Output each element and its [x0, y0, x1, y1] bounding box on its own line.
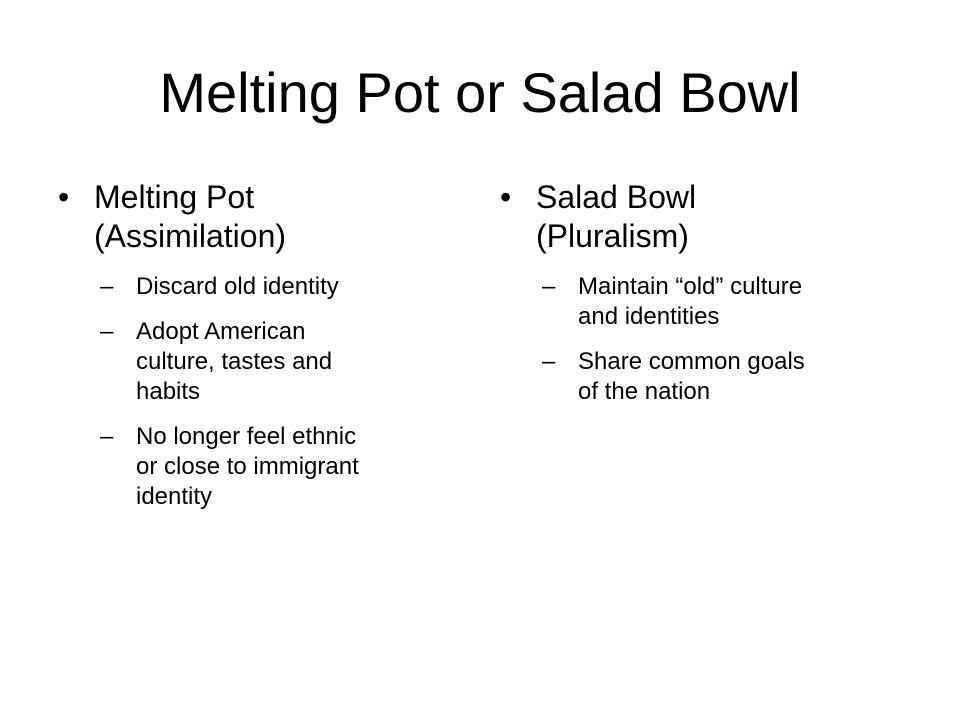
bullet-icon: •	[500, 179, 512, 215]
sub-bullet-text: Discard old identity	[136, 273, 339, 300]
sub-bullet-list	[58, 272, 458, 512]
right-column	[500, 178, 920, 422]
sub-bullet-text: Maintain “old” culture and identities	[578, 273, 803, 330]
sub-bullet	[500, 347, 920, 407]
dash-icon: –	[542, 348, 556, 375]
sub-bullet-list	[500, 272, 920, 407]
sub-bullet	[58, 272, 458, 302]
left-column	[58, 178, 458, 527]
sub-bullet	[58, 422, 458, 512]
sub-bullet-text: No longer feel ethnic or close to immigrant identity	[136, 423, 359, 510]
bullet-heading: Melting Pot (Assimilation)	[94, 179, 287, 254]
slide-title: Melting Pot or Salad Bowl	[159, 61, 801, 124]
bullet-icon: •	[58, 179, 70, 215]
bullet-heading: Salad Bowl (Pluralism)	[536, 179, 697, 254]
dash-icon: –	[100, 318, 114, 345]
main-bullet-salad-bowl	[500, 178, 920, 256]
dash-icon: –	[100, 423, 114, 450]
main-bullet-melting-pot	[58, 178, 458, 256]
sub-bullet-text: Share common goals of the nation	[578, 348, 805, 405]
dash-icon: –	[100, 273, 114, 300]
sub-bullet-text: Adopt American culture, tastes and habits	[136, 318, 333, 405]
sub-bullet	[58, 317, 458, 407]
sub-bullet	[500, 272, 920, 332]
dash-icon: –	[542, 273, 556, 300]
